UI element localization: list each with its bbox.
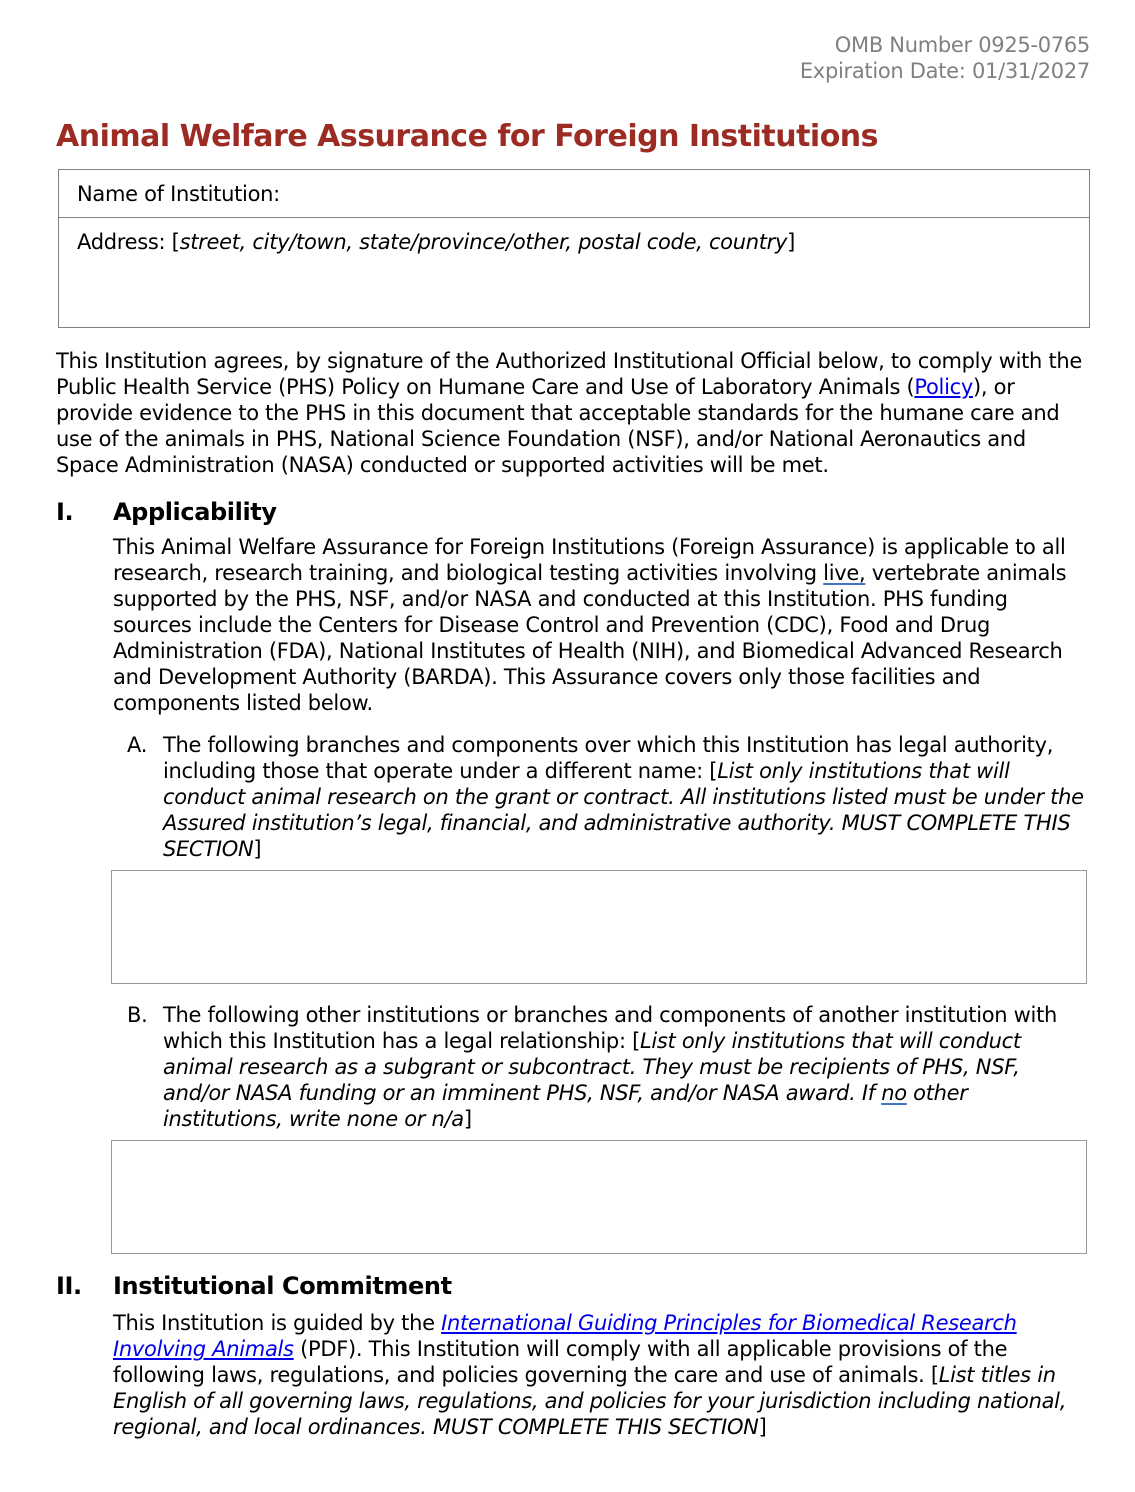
- item-a-text: [163, 732, 1090, 862]
- item-b-label: B.: [127, 1003, 148, 1027]
- applicability-text-after: vertebrate animals supported by the PHS, NSF, and/or NASA and conducted at this Institution. PHS funding sources include the Centers for Disease Control and Prevention (CDC), Food and Drug Administration (FDA), National Institutes of Health (NIH), and Biomedical Advanced Research and Development Authority (BARDA). This Assurance covers only those facilities and components listed below.: [113, 561, 1067, 715]
- section-2-number: II.: [56, 1272, 82, 1300]
- agreement-text-before-link: This Institution agrees, by signature of the Authorized Institutional Official below, to comply with the Public Health Service (PHS) Policy on Humane Care and Use of Laboratory Animals (: [56, 349, 1083, 399]
- section-1-number: I.: [56, 498, 74, 526]
- item-b-instruction-before-no: List only institutions that will conduct animal research as a subgrant or subcontract. They must be recipients of PHS, NSF, and/or NASA funding or an imminent PHS, NSF, and/or NASA award. If: [163, 1029, 1021, 1105]
- item-b-instruction-after-no: other institutions, write none or n/a: [163, 1081, 968, 1131]
- address-label-close: ]: [787, 230, 796, 254]
- item-a-instruction-text: List only institutions that will conduct animal research on the grant or contract. All institutions listed must be under the Assured institution’s legal, financial, and administrative authority. MUST COMPLETE THIS SECTION: [163, 759, 1084, 861]
- item-a-label: A.: [127, 733, 148, 757]
- section-2-heading: [56, 1272, 1090, 1300]
- omb-header: [56, 32, 1090, 84]
- commitment-text-before-link: This Institution is guided by the: [113, 1311, 442, 1335]
- page-title: Animal Welfare Assurance for Foreign Institutions: [56, 119, 879, 154]
- guiding-principles-link[interactable]: International Guiding Principles for Biomedical Research Involving Animals: [113, 1311, 1017, 1361]
- applicability-paragraph: [113, 534, 1090, 716]
- omb-number: OMB Number 0925-0765: [834, 33, 1090, 57]
- applicability-text-before: This Animal Welfare Assurance for Foreign Institutions (Foreign Assurance) is applicable to all research, research training, and biological testing activities involving: [113, 535, 1066, 585]
- agreement-text-after-link: ), or provide evidence to the PHS in this document that acceptable standards for the humane care and use of the animals in PHS, National Science Foundation (NSF), and/or National Aeronautics and Space Administration (NASA) conducted or supported activities will be met.: [56, 375, 1060, 477]
- commitment-bracket-close: ]: [758, 1415, 767, 1439]
- item-a-bracket-close: ]: [253, 837, 262, 861]
- section-2-title: Institutional Commitment: [113, 1272, 452, 1300]
- institutional-commitment-paragraph: [113, 1310, 1090, 1440]
- live-underlined-word: live,: [823, 561, 866, 585]
- item-a: [127, 732, 1090, 862]
- expiration-date: Expiration Date: 01/31/2027: [799, 59, 1090, 83]
- address-field[interactable]: [59, 218, 1089, 327]
- address-placeholder: street, city/town, state/province/other, postal code, country: [179, 230, 788, 254]
- other-institutions-input-box[interactable]: [111, 1140, 1087, 1254]
- address-label: Address: [: [77, 230, 180, 254]
- agreement-paragraph: [56, 348, 1090, 478]
- no-underlined-word: no: [881, 1081, 907, 1105]
- commitment-text-after-link: (PDF). This Institution will comply with all applicable provisions of the following laws, regulations, and policies governing the care and use of animals. [: [113, 1337, 1008, 1387]
- name-of-institution-field[interactable]: [59, 170, 1089, 218]
- section-1-heading: [56, 498, 1090, 526]
- commitment-instruction-text: List titles in English of all governing laws, regulations, and policies for your jurisdiction including national, regional, and local ordinances. MUST COMPLETE THIS SECTION: [113, 1363, 1067, 1439]
- branches-components-input-box[interactable]: [111, 870, 1087, 984]
- name-of-institution-label: Name of Institution:: [77, 182, 280, 206]
- item-b-bracket-close: ]: [463, 1107, 472, 1131]
- item-b-normal-text: The following other institutions or branches and components of another institution with which this Institution has a legal relationship: [: [163, 1003, 1058, 1053]
- item-b-text: [163, 1002, 1090, 1132]
- institution-info-table: [58, 169, 1090, 328]
- item-b: [127, 1002, 1090, 1132]
- item-a-normal-text: The following branches and components over which this Institution has legal authority, including those that operate under a different name: [: [163, 733, 1054, 783]
- section-1-title: Applicability: [113, 498, 277, 526]
- phs-policy-link[interactable]: Policy: [914, 375, 973, 399]
